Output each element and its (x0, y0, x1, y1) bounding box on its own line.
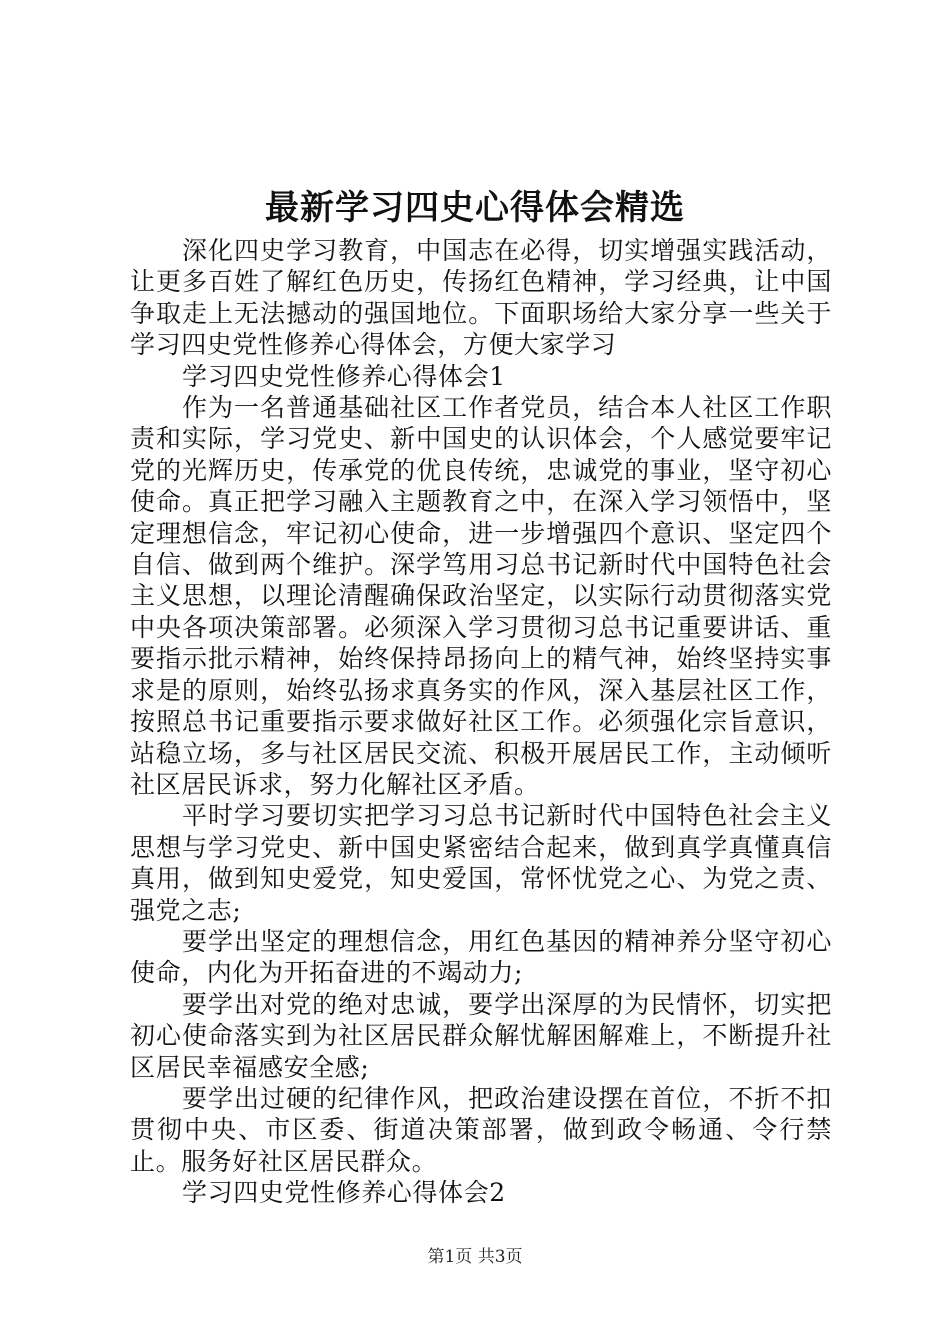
intro-paragraph: 深化四史学习教育，中国志在必得，切实增强实践活动，让更多百姓了解红色历史，传扬红色精神，学习经典，让中国争取走上无法撼动的强国地位。下面职场给大家分享一些关于学习四史党性修养心得体会，方便大家学习 (130, 236, 832, 360)
section-heading-2: 学习四史党性修养心得体会2 (182, 1178, 506, 1208)
body-paragraph: 要学出坚定的理想信念，用红色基因的精神养分坚守初心使命，内化为开拓奋进的不竭动力; (130, 926, 832, 988)
page-number-footer: 第1页 共3页 (427, 1247, 523, 1267)
body-paragraph: 平时学习要切实把学习习总书记新时代中国特色社会主义思想与学习党史、新中国史紧密结合起来，做到真学真懂真信真用，做到知史爱党，知史爱国，常怀忧党之心、为党之责、强党之志; (130, 801, 832, 925)
body-paragraph: 要学出对党的绝对忠诚，要学出深厚的为民情怀，切实把初心使命落实到为社区居民群众解忧解困解难上，不断提升社区居民幸福感安全感; (130, 989, 832, 1082)
document-title: 最新学习四史心得体会精选 (265, 188, 685, 228)
section-heading-1: 学习四史党性修养心得体会1 (182, 361, 506, 391)
body-paragraph: 作为一名普通基础社区工作者党员，结合本人社区工作职责和实际，学习党史、新中国史的认识体会，个人感觉要牢记党的光辉历史，传承党的优良传统，忠诚党的事业，坚守初心使命。真正把学习融入主题教育之中，在深入学习领悟中，坚定理想信念，牢记初心使命，进一步增强四个意识、坚定四个自信、做到两个维护。深学笃用习总书记新时代中国特色社会主义思想，以理论清醒确保政治坚定，以实际行动贯彻落实党中央各项决策部署。必须深入学习贯彻习总书记重要讲话、重要指示批示精神，始终保持昂扬向上的精气神，始终坚持实事求是的原则，始终弘扬求真务实的作风，深入基层社区工作，按照总书记重要指示要求做好社区工作。必须强化宗旨意识，站稳立场，多与社区居民交流、积极开展居民工作，主动倾听社区居民诉求，努力化解社区矛盾。 (130, 393, 832, 799)
document-body (130, 235, 832, 1209)
body-paragraph: 要学出过硬的纪律作风，把政治建设摆在首位，不折不扣贯彻中央、市区委、街道决策部署，做到政令畅通、令行禁止。服务好社区居民群众。 (130, 1083, 832, 1176)
